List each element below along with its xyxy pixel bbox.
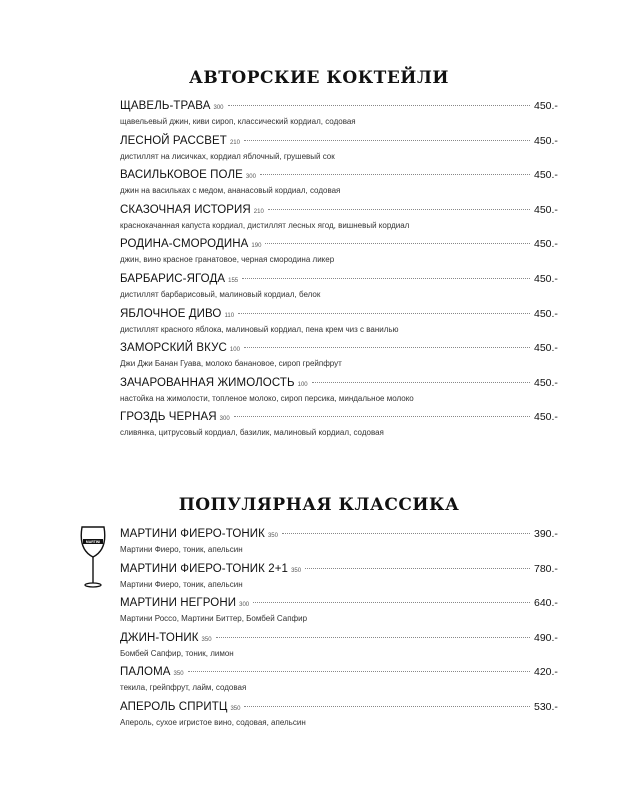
item-description: щавельевый джин, киви сироп, классический кордиал, содовая bbox=[120, 117, 356, 126]
item-price: 450.- bbox=[534, 307, 558, 320]
item-name: РОДИНА-СМОРОДИНА bbox=[120, 238, 249, 251]
item-volume: 155 bbox=[228, 278, 239, 284]
item-volume: 300 bbox=[219, 416, 230, 423]
item-volume: 350 bbox=[291, 567, 302, 574]
dot-leader bbox=[244, 706, 530, 707]
item-description: дистиллят на лисичках, кордиал яблочный, грушевый сок bbox=[120, 151, 335, 161]
item-price: 450.- bbox=[534, 169, 558, 182]
menu-item bbox=[120, 597, 556, 627]
item-price: 450.- bbox=[534, 376, 558, 389]
dot-leader bbox=[253, 602, 530, 603]
item-description: настойка на жимолости, топленое молоко, сироп персика, миндальное молоко bbox=[120, 393, 414, 403]
item-description: джин на васильках с медом, ананасовый кордиал, содовая bbox=[120, 186, 341, 196]
item-price: 780.- bbox=[534, 562, 558, 575]
section-title-author-cocktails: АВТОРСКИЕ КОКТЕЙЛИ bbox=[189, 68, 449, 88]
item-name: АПЕРОЛЬ СПРИТЦ bbox=[120, 700, 228, 713]
item-volume: 350 bbox=[201, 636, 212, 643]
item-description: Мартини Фиеро, тоник, апельсин bbox=[120, 579, 243, 589]
menu-item bbox=[120, 308, 556, 338]
item-price: 450.- bbox=[534, 238, 558, 251]
item-volume: 100 bbox=[297, 381, 308, 388]
item-price: 390.- bbox=[534, 528, 558, 540]
item-name: ПАЛОМА bbox=[120, 666, 171, 678]
item-volume: 350 bbox=[173, 671, 184, 677]
menu-item bbox=[120, 563, 556, 593]
menu-item bbox=[120, 169, 556, 199]
item-price: 490.- bbox=[534, 631, 558, 644]
item-description: Бомбей Сапфир, тоник, лимон bbox=[120, 648, 234, 658]
item-name: ЗАМОРСКИЙ ВКУС bbox=[120, 342, 227, 355]
menu-item bbox=[120, 411, 556, 441]
menu-item bbox=[120, 342, 556, 372]
menu-item bbox=[120, 632, 556, 662]
item-name: БАРБАРИС-ЯГОДА bbox=[120, 273, 226, 285]
item-name: ГРОЗДЬ ЧЕРНАЯ bbox=[120, 411, 217, 424]
item-volume: 300 bbox=[239, 602, 250, 608]
item-price: 450.- bbox=[534, 134, 558, 147]
item-volume: 300 bbox=[213, 105, 224, 111]
dot-leader bbox=[244, 347, 530, 348]
menu-item bbox=[120, 701, 556, 731]
menu-item bbox=[120, 273, 556, 303]
item-volume: 300 bbox=[245, 174, 256, 181]
dot-leader bbox=[268, 209, 530, 210]
menu-item bbox=[120, 528, 556, 558]
item-description: дистиллят барбарисовый, малиновый кордиал, белок bbox=[120, 290, 321, 299]
item-description: краснокачанная капуста кордиал, дистиллят лесных ягод, вишневый кордиал bbox=[120, 220, 410, 230]
item-name: МАРТИНИ ФИЕРО-ТОНИК 2+1 bbox=[120, 562, 289, 575]
menu-item bbox=[120, 100, 556, 130]
item-volume: 110 bbox=[224, 312, 235, 319]
menu-item bbox=[120, 377, 556, 407]
item-description: Мартини Фиеро, тоник, апельсин bbox=[120, 545, 243, 554]
section-title-popular-classics: ПОПУЛЯРНАЯ КЛАССИКА bbox=[178, 495, 460, 515]
dot-leader bbox=[228, 105, 531, 106]
item-description: текила, грейпфрут, лайм, содовая bbox=[120, 683, 247, 692]
menu-item bbox=[120, 238, 556, 268]
item-price: 530.- bbox=[534, 700, 558, 713]
dot-leader bbox=[312, 382, 530, 383]
item-volume: 100 bbox=[229, 347, 240, 354]
dot-leader bbox=[260, 174, 530, 175]
item-price: 450.- bbox=[534, 203, 558, 216]
martini-wine-glass-icon bbox=[78, 525, 108, 589]
item-description: сливянка, цитрусовый кордиал, базилик, малиновый кордиал, содовая bbox=[120, 428, 384, 438]
item-name: ЛЕСНОЙ РАССВЕТ bbox=[120, 134, 227, 147]
dot-leader bbox=[188, 671, 530, 672]
dot-leader bbox=[238, 313, 530, 314]
item-volume: 210 bbox=[229, 139, 240, 146]
item-name: МАРТИНИ ФИЕРО-ТОНИК bbox=[120, 528, 265, 540]
dot-leader bbox=[244, 140, 530, 141]
dot-leader bbox=[282, 533, 530, 534]
item-name: ЩАВЕЛЬ-ТРАВА bbox=[120, 100, 211, 112]
item-name: ДЖИН-ТОНИК bbox=[120, 631, 199, 644]
item-name: СКАЗОЧНАЯ ИСТОРИЯ bbox=[120, 203, 251, 216]
item-volume: 350 bbox=[267, 533, 278, 539]
menu-item bbox=[120, 204, 556, 234]
dot-leader bbox=[265, 243, 530, 244]
item-price: 420.- bbox=[534, 666, 558, 678]
item-name: ЗАЧАРОВАННАЯ ЖИМОЛОСТЬ bbox=[120, 376, 295, 389]
item-description: Джи Джи Банан Гуава, молоко банановое, сироп грейпфрут bbox=[120, 359, 342, 369]
dot-leader bbox=[234, 416, 530, 417]
item-price: 450.- bbox=[534, 342, 558, 355]
item-description: дистиллят красного яблока, малиновый кордиал, пена крем чиз с ванилью bbox=[120, 324, 399, 334]
item-volume: 350 bbox=[230, 705, 241, 712]
dot-leader bbox=[242, 278, 530, 279]
svg-text:MARTINI: MARTINI bbox=[85, 540, 101, 544]
item-price: 450.- bbox=[534, 411, 558, 424]
dot-leader bbox=[216, 637, 530, 638]
item-volume: 190 bbox=[251, 243, 262, 250]
item-price: 450.- bbox=[534, 273, 558, 285]
item-description: Мартини Россо, Мартини Биттер, Бомбей Сапфир bbox=[120, 614, 308, 623]
item-description: джин, вино красное гранатовое, черная смородина ликер bbox=[120, 255, 335, 265]
item-price: 450.- bbox=[534, 100, 558, 112]
item-name: ЯБЛОЧНОЕ ДИВО bbox=[120, 307, 222, 320]
item-description: Апероль, сухое игристое вино, содовая, апельсин bbox=[120, 717, 306, 727]
menu-item bbox=[120, 135, 556, 165]
item-volume: 210 bbox=[253, 208, 264, 215]
item-name: ВАСИЛЬКОВОЕ ПОЛЕ bbox=[120, 169, 243, 182]
item-name: МАРТИНИ НЕГРОНИ bbox=[120, 597, 237, 609]
dot-leader bbox=[305, 568, 530, 569]
menu-item bbox=[120, 666, 556, 696]
item-price: 640.- bbox=[534, 597, 558, 609]
